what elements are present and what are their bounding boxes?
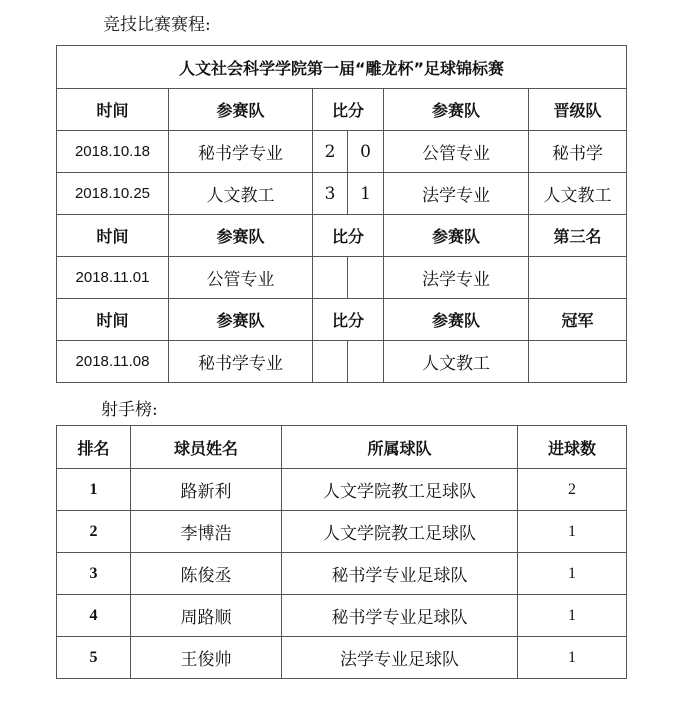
scorer-name: 王俊帅 (131, 637, 282, 679)
match-score-a: 2 (313, 131, 348, 173)
match-result (529, 257, 627, 299)
match-date: 2018.11.01 (57, 257, 169, 299)
scorers-header-row (57, 426, 627, 469)
scorer-team: 人文学院教工足球队 (282, 511, 518, 553)
schedule-title: 人文社会科学学院第一届“雕龙杯”足球锦标赛 (57, 46, 627, 89)
header-goals: 进球数 (518, 426, 627, 469)
scorers-caption: 射手榜: (101, 400, 158, 420)
match-score-a (313, 341, 348, 383)
scorer-row (57, 553, 627, 595)
header-team-b: 参赛队 (384, 215, 529, 257)
scorer-name: 路新利 (131, 469, 282, 511)
scorer-name: 陈俊丞 (131, 553, 282, 595)
scorer-team: 秘书学专业足球队 (282, 595, 518, 637)
header-team-b: 参赛队 (384, 89, 529, 131)
header-advancing-team: 晋级队 (529, 89, 627, 131)
scorer-rank: 5 (57, 637, 131, 679)
match-score-b (348, 257, 384, 299)
header-rank: 排名 (57, 426, 131, 469)
scorer-team: 秘书学专业足球队 (282, 553, 518, 595)
section-header-row (57, 299, 627, 341)
scorer-team: 人文学院教工足球队 (282, 469, 518, 511)
scorer-row (57, 511, 627, 553)
scorer-team: 法学专业足球队 (282, 637, 518, 679)
match-team-b: 法学专业 (384, 173, 529, 215)
match-team-b: 公管专业 (384, 131, 529, 173)
match-score-b (348, 341, 384, 383)
match-row (57, 173, 627, 215)
scorer-rank: 3 (57, 553, 131, 595)
match-team-a: 秘书学专业 (169, 341, 313, 383)
scorer-row (57, 595, 627, 637)
match-row (57, 257, 627, 299)
scorer-goals: 1 (518, 637, 627, 679)
header-team-a: 参赛队 (169, 89, 313, 131)
match-score-a (313, 257, 348, 299)
header-score: 比分 (313, 215, 384, 257)
header-team-a: 参赛队 (169, 215, 313, 257)
match-date: 2018.10.25 (57, 173, 169, 215)
scorer-rank: 2 (57, 511, 131, 553)
scorer-row (57, 637, 627, 679)
section-header-row (57, 215, 627, 257)
match-result: 秘书学 (529, 131, 627, 173)
scorer-rank: 1 (57, 469, 131, 511)
header-champion: 冠军 (529, 299, 627, 341)
match-team-a: 公管专业 (169, 257, 313, 299)
section-header-row (57, 89, 627, 131)
header-score: 比分 (313, 299, 384, 341)
match-team-a: 人文教工 (169, 173, 313, 215)
match-team-b: 法学专业 (384, 257, 529, 299)
scorer-goals: 1 (518, 511, 627, 553)
match-date: 2018.11.08 (57, 341, 169, 383)
match-score-b: 0 (348, 131, 384, 173)
scorer-goals: 1 (518, 595, 627, 637)
match-score-a: 3 (313, 173, 348, 215)
scorer-goals: 2 (518, 469, 627, 511)
header-time: 时间 (57, 299, 169, 341)
header-third-place: 第三名 (529, 215, 627, 257)
header-team-b: 参赛队 (384, 299, 529, 341)
scorers-table (56, 425, 627, 679)
match-score-b: 1 (348, 173, 384, 215)
scorer-rank: 4 (57, 595, 131, 637)
match-row (57, 341, 627, 383)
schedule-caption: 竞技比赛赛程: (103, 15, 211, 35)
header-score: 比分 (313, 89, 384, 131)
match-result (529, 341, 627, 383)
match-team-b: 人文教工 (384, 341, 529, 383)
scorer-name: 李博浩 (131, 511, 282, 553)
header-player-name: 球员姓名 (131, 426, 282, 469)
header-time: 时间 (57, 89, 169, 131)
scorer-row (57, 469, 627, 511)
scorer-goals: 1 (518, 553, 627, 595)
header-time: 时间 (57, 215, 169, 257)
schedule-table (56, 45, 627, 383)
match-row (57, 131, 627, 173)
header-team: 所属球队 (282, 426, 518, 469)
match-date: 2018.10.18 (57, 131, 169, 173)
scorer-name: 周路顺 (131, 595, 282, 637)
match-result: 人文教工 (529, 173, 627, 215)
header-team-a: 参赛队 (169, 299, 313, 341)
match-team-a: 秘书学专业 (169, 131, 313, 173)
